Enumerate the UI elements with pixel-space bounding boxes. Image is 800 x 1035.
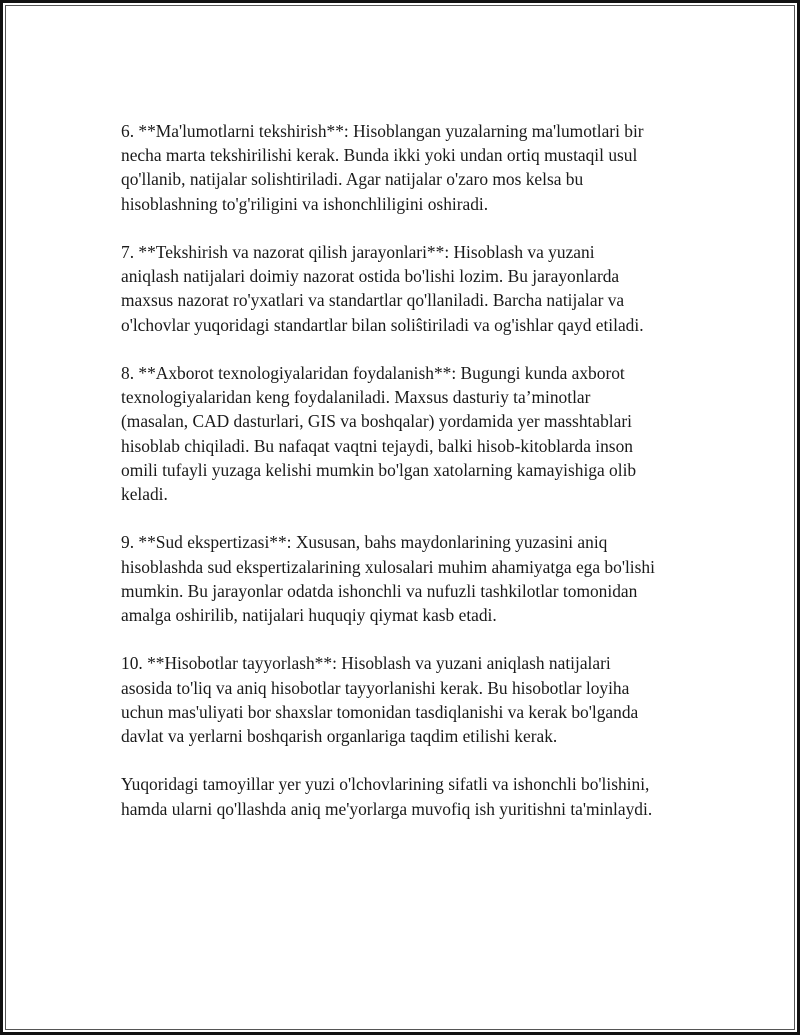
text-line: hisoblashda sud ekspertizalarining xulosalari muhim ahamiyatga ega bo'lishi xyxy=(121,556,655,577)
text-line: hisoblashning to'g'riligini va ishonchliligini oshiradi. xyxy=(121,193,489,214)
text-line: 10. **Hisobotlar tayyorlash**: Hisoblash va yuzani aniqlash natijalari xyxy=(121,653,611,674)
paragraph-forensic-expertise xyxy=(121,530,721,627)
document-body xyxy=(121,119,721,845)
paragraph-report-preparation xyxy=(121,651,721,748)
text-line: 6. **Ma'lumotlarni tekshirish**: Hisoblangan yuzalarning ma'lumotlari bir xyxy=(121,121,644,141)
paragraph-conclusion xyxy=(121,772,721,820)
text-line: 9. **Sud ekspertizasi**: Xususan, bahs maydonlarining yuzasini aniq xyxy=(121,532,608,553)
text-line: omili tufayli yuzaga kelishi mumkin bo'lgan xatolarning kamayishiga olib xyxy=(121,459,637,480)
paragraph-data-verification xyxy=(121,119,721,216)
text-line: davlat va yerlarni boshqarish organlariga taqdim etilishi kerak. xyxy=(121,726,558,747)
text-line: o'lchovlar yuqoridagi standartlar bilan soliŝtiriladi va og'ishlar qayd etiladi. xyxy=(121,314,644,335)
text-line: mumkin. Bu jarayonlar odatda ishonchli va nufuzli tashkilotlar tomonidan xyxy=(121,580,638,601)
paragraph-control-processes xyxy=(121,240,721,337)
text-line: asosida to'liq va aniq hisobotlar tayyorlanishi kerak. Bu hisobotlar loyiha xyxy=(121,677,630,698)
text-line: keladi. xyxy=(121,484,168,505)
text-line: amalga oshirilib, natijalari huquqiy qiymat kasb etadi. xyxy=(121,605,497,626)
text-line: texnologiyalaridan keng foydalaniladi. Maxsus dasturiy ta’minotlar xyxy=(121,387,591,408)
text-line: necha marta tekshirilishi kerak. Bunda ikki yoki undan ortiq mustaqil usul xyxy=(121,145,638,166)
text-line: aniqlash natijalari doimiy nazorat ostida bo'lishi lozim. Bu jarayonlarda xyxy=(121,266,620,287)
text-line: (masalan, CAD dasturlari, GIS va boshqalar) yordamida yer masshtablari xyxy=(121,411,632,432)
text-line: Yuqoridagi tamoyillar yer yuzi o'lchovlarining sifatli va ishonchli bo'lishini, xyxy=(121,774,650,795)
text-line: qo'llanib, natijalar solishtiriladi. Agar natijalar o'zaro mos kelsa bu xyxy=(121,169,584,190)
text-line: uchun mas'uliyati bor shaxslar tomonidan tasdiqlanishi va kerak bo'lganda xyxy=(121,701,639,722)
text-line: maxsus nazorat ro'yxatlari va standartlar qo'llaniladi. Barcha natijalar va xyxy=(121,290,625,311)
text-line: hisoblab chiqiladi. Bu nafaqat vaqtni tejaydi, balki hisob-kitoblarda inson xyxy=(121,435,633,456)
text-line: hamda ularni qo'llashda aniq me'yorlarga muvofiq ish yuritishni ta'minlaydi. xyxy=(121,798,653,819)
text-line: 7. **Tekshirish va nazorat qilish jarayonlari**: Hisoblash va yuzani xyxy=(121,242,595,262)
text-line: 8. **Axborot texnologiyalaridan foydalanish**: Bugungi kunda axborot xyxy=(121,363,625,383)
paragraph-information-technology xyxy=(121,361,721,506)
